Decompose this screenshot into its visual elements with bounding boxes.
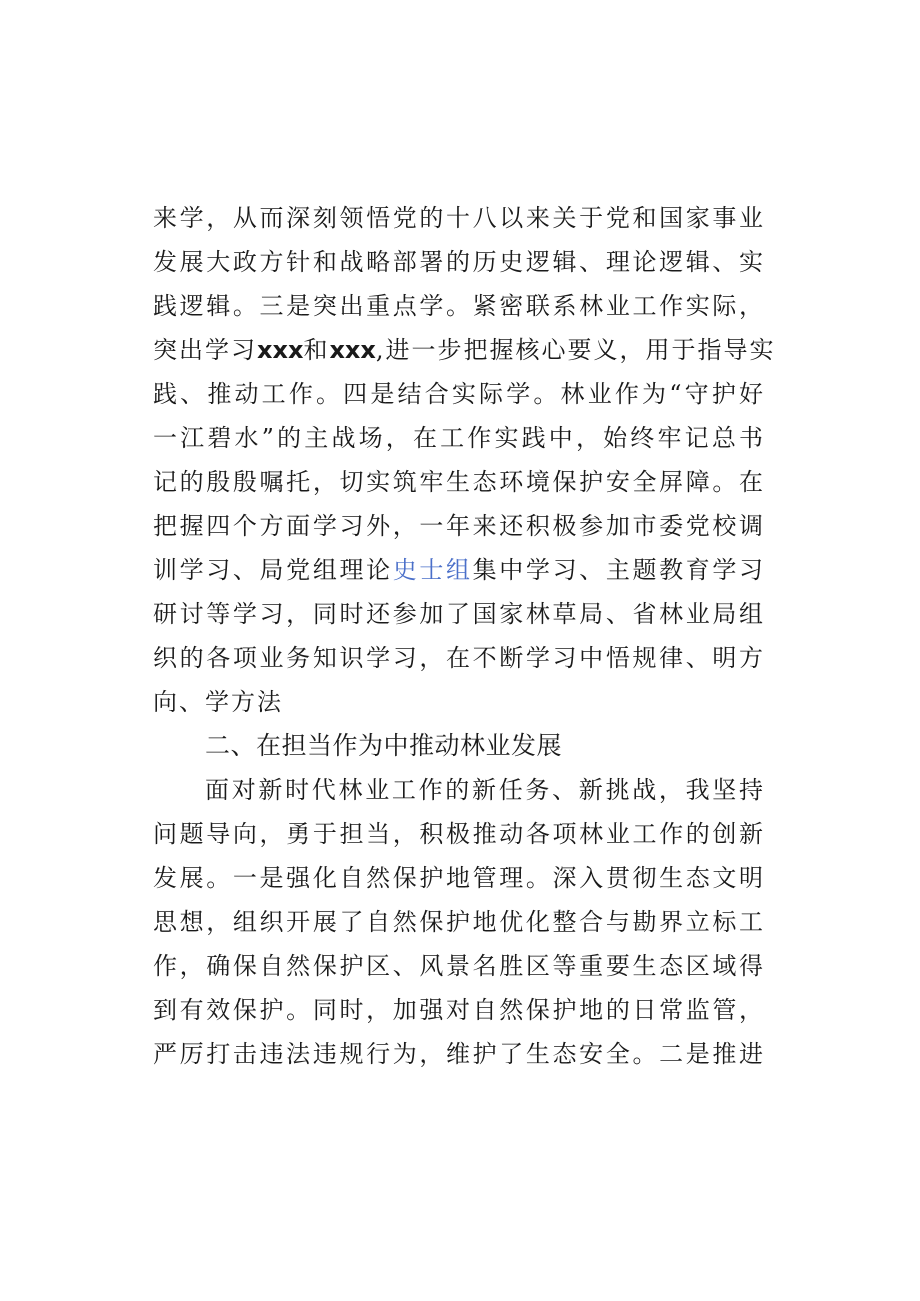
text-line bbox=[153, 548, 765, 592]
text-line: 研讨等学习，同时还参加了国家林草局、省林业局组 bbox=[153, 600, 765, 628]
text-line: 践逻辑。三是突出重点学。紧密联系林业工作实际， bbox=[153, 292, 765, 320]
text-line: 思想，组织开展了自然保护地优化整合与勘界立标工 bbox=[153, 908, 765, 936]
text-line: 织的各项业务知识学习，在不断学习中悟规律、明方 bbox=[153, 644, 765, 672]
text-segment: 集中学习、主题教育学习 bbox=[472, 556, 766, 584]
text-line: 严厉打击违法违规行为，维护了生态安全。二是推进 bbox=[153, 1040, 765, 1068]
text-line: 记的殷殷嘱托，切实筑牢生态环境保护安全屏障。在 bbox=[153, 468, 765, 496]
text-segment: 突出学习 bbox=[153, 336, 257, 364]
text-line: 把握四个方面学习外，一年来还积极参加市委党校调 bbox=[153, 512, 765, 540]
text-line: 问题导向，勇于担当，积极推动各项林业工作的创新 bbox=[153, 820, 765, 848]
placeholder-text: xxx bbox=[257, 336, 304, 364]
text-segment: 训学习、局党组理论 bbox=[153, 556, 393, 584]
text-line: 来学，从而深刻领悟党的十八以来关于党和国家事业 bbox=[153, 204, 765, 232]
text-segment: 和 bbox=[303, 336, 330, 364]
hyperlink-text[interactable]: 史士组 bbox=[392, 556, 473, 584]
text-line: 发展。一是强化自然保护地管理。深入贯彻生态文明 bbox=[153, 864, 765, 892]
section-heading: 二、在担当作为中推动林业发展 bbox=[205, 731, 563, 760]
placeholder-text: xxx bbox=[329, 336, 376, 364]
text-line: 发展大政方针和战略部署的历史逻辑、理论逻辑、实 bbox=[153, 248, 765, 276]
text-line: 一江碧水”的主战场，在工作实践中，始终牢记总书 bbox=[153, 424, 765, 452]
text-line: 向、学方法 bbox=[153, 688, 283, 716]
text-segment: ,进一步把握核心要义，用于指导实 bbox=[375, 336, 776, 364]
text-line: 面对新时代林业工作的新任务、新挑战，我坚持 bbox=[205, 776, 765, 804]
text-line: 作，确保自然保护区、风景名胜区等重要生态区域得 bbox=[153, 952, 765, 980]
text-line: 到有效保护。同时，加强对自然保护地的日常监管， bbox=[153, 996, 765, 1024]
text-line bbox=[153, 328, 776, 372]
text-line: 践、推动工作。四是结合实际学。林业作为“守护好 bbox=[153, 380, 765, 408]
